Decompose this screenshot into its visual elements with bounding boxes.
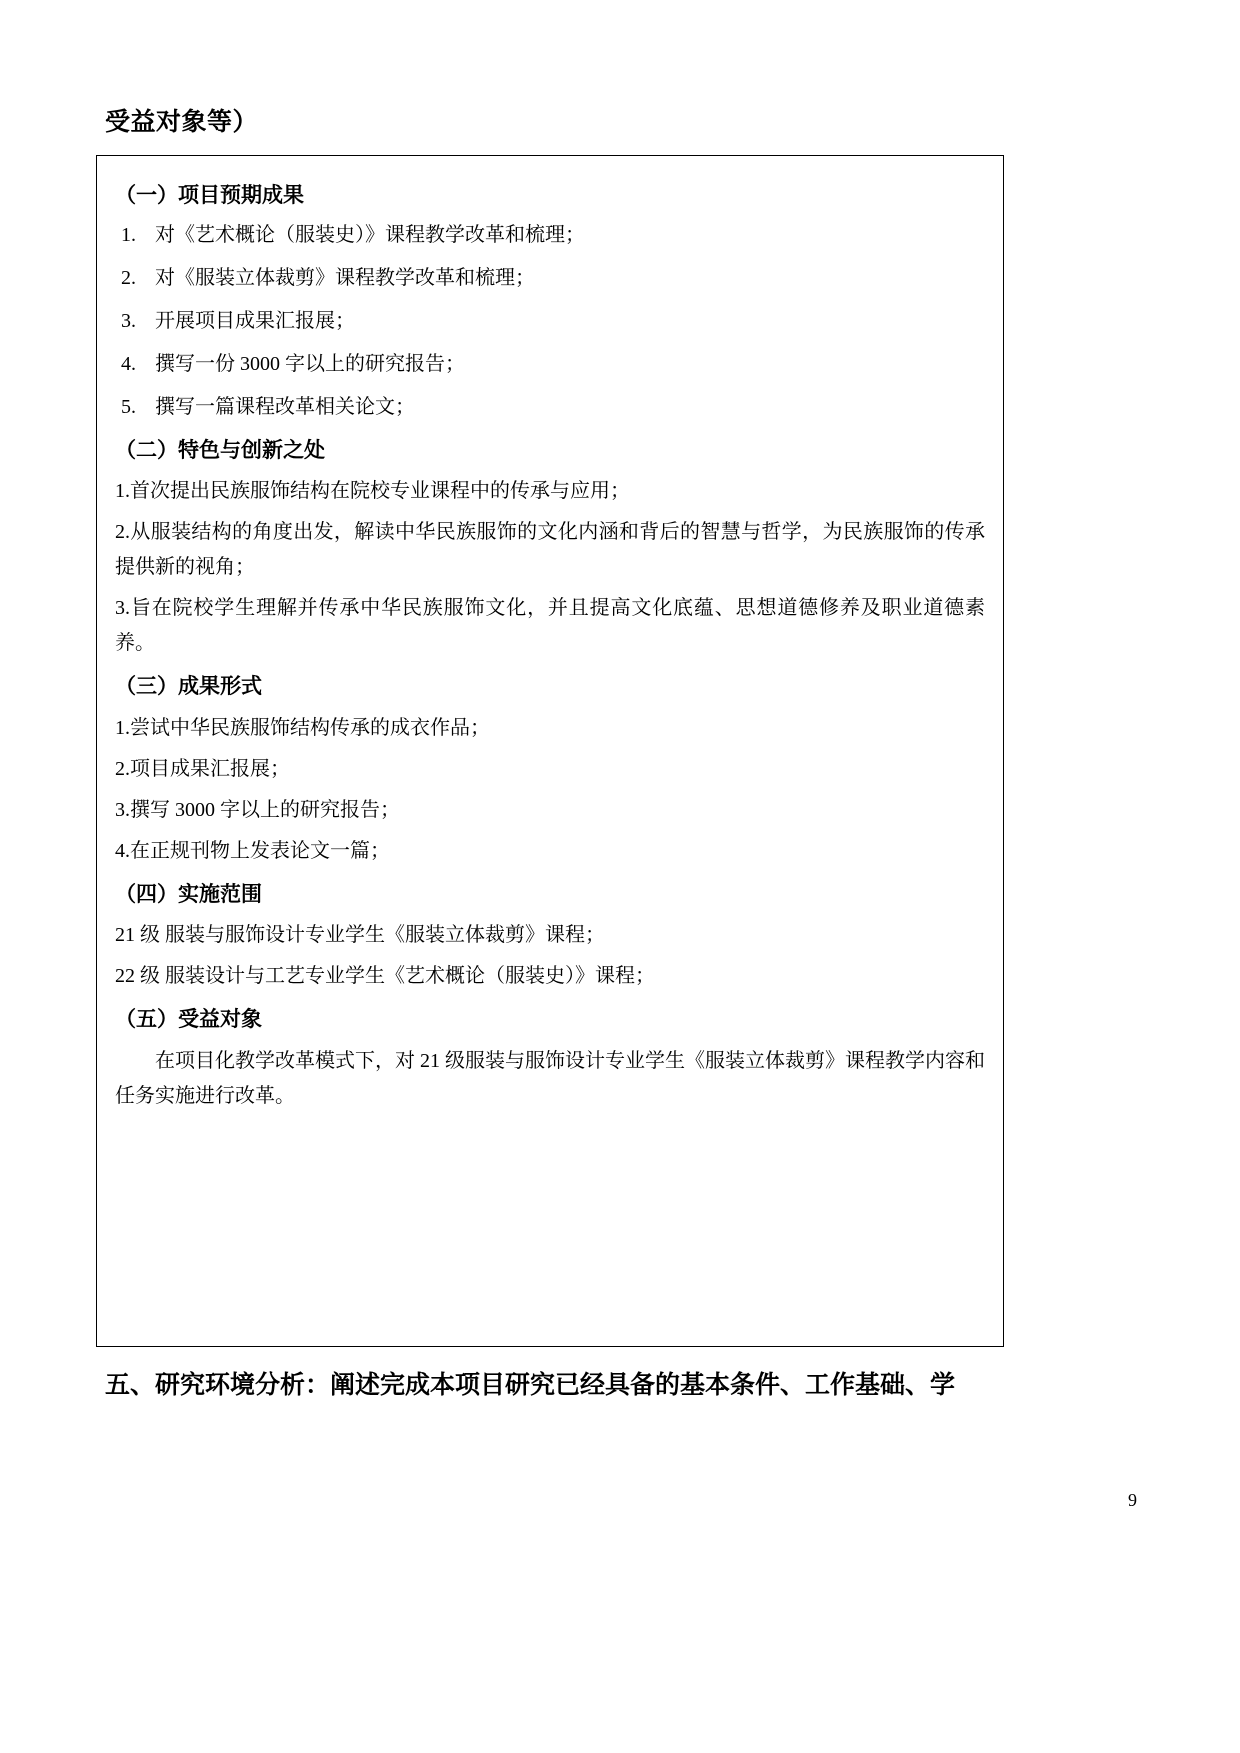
list-item-text: 对《服装立体裁剪》课程教学改革和梳理； — [155, 266, 535, 289]
list-item — [115, 220, 985, 251]
list-item-number: 3. — [121, 309, 136, 332]
page-number: 9 — [1128, 1490, 1137, 1510]
section-title-result-forms: （三）成果形式 — [115, 674, 262, 698]
list-item-text: 撰写一篇课程改革相关论文； — [155, 395, 415, 418]
section-title-expected-results: （一）项目预期成果 — [115, 183, 304, 207]
paragraph: 在项目化教学改革模式下，对 21 级服装与服饰设计专业学生《服装立体裁剪》课程教学内容和任务实施进行改革。 — [115, 1049, 985, 1107]
list-item — [115, 392, 985, 423]
page-top-heading: 受益对象等） — [105, 109, 259, 136]
list-item — [115, 263, 985, 294]
section-title-features-innovation: （二）特色与创新之处 — [115, 437, 325, 462]
page-bottom-heading: 五、研究环境分析：阐述完成本项目研究已经具备的基本条件、工作基础、学 — [105, 1372, 956, 1399]
paragraph: 4.在正规刊物上发表论文一篇； — [115, 839, 390, 862]
content-table-cell — [96, 155, 1004, 1347]
paragraph: 1.尝试中华民族服饰结构传承的成衣作品； — [115, 716, 490, 739]
list-item-number: 1. — [121, 223, 136, 246]
list-item — [115, 349, 985, 380]
list-item-number: 5. — [121, 395, 136, 418]
paragraph: 2.从服装结构的角度出发，解读中华民族服饰的文化内涵和背后的智慧与哲学，为民族服饰的传承提供新的视角； — [115, 521, 985, 578]
paragraph: 3.旨在院校学生理解并传承中华民族服饰文化，并且提高文化底蕴、思想道德修养及职业道德素养。 — [115, 597, 985, 654]
section-title-beneficiaries: （五）受益对象 — [115, 1007, 262, 1031]
paragraph: 3.撰写 3000 字以上的研究报告； — [115, 798, 400, 821]
content-inner — [97, 156, 1003, 1114]
list-item — [115, 306, 985, 337]
paragraph: 22 级 服装设计与工艺专业学生《艺术概论（服装史）》课程； — [115, 965, 655, 987]
list-item-number: 2. — [121, 266, 136, 289]
list-item-text: 撰写一份 3000 字以上的研究报告； — [155, 352, 465, 375]
list-item-text: 开展项目成果汇报展； — [155, 309, 355, 332]
paragraph: 2.项目成果汇报展； — [115, 757, 290, 780]
list-item-text: 对《艺术概论（服装史）》课程教学改革和梳理； — [155, 223, 585, 246]
paragraph: 1.首次提出民族服饰结构在院校专业课程中的传承与应用； — [115, 480, 630, 502]
section-title-implementation-scope: （四）实施范围 — [115, 881, 262, 906]
list-item-number: 4. — [121, 352, 136, 375]
paragraph: 21 级 服装与服饰设计专业学生《服装立体裁剪》课程； — [115, 924, 605, 946]
